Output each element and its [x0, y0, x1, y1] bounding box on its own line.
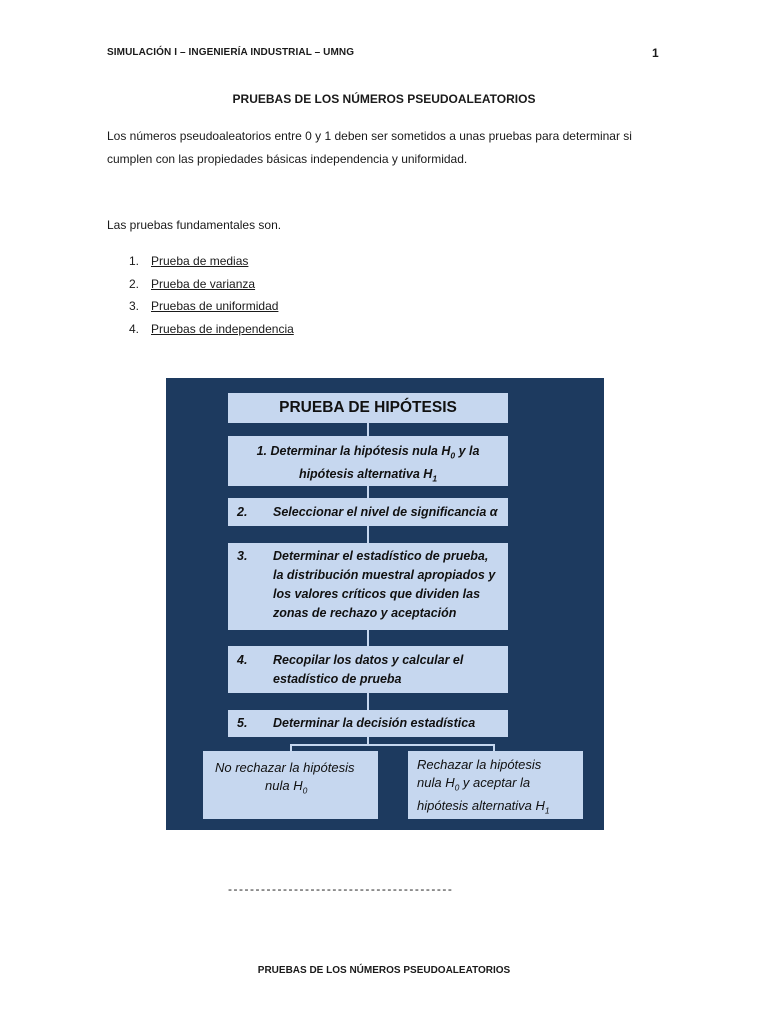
step-1-box [228, 436, 508, 486]
step-1-line-2 [228, 465, 508, 488]
step-text: Recopilar los datos y calcular el estadístico de prueba [273, 653, 464, 686]
result-right-line-3 [417, 797, 583, 820]
link-prueba-de-medias[interactable]: Prueba de medias [151, 254, 249, 268]
separator-line: ----------------------------------------- [228, 882, 454, 896]
step-1-text-c: hipótesis alternativa H [298, 466, 433, 481]
hypothesis-test-diagram [166, 378, 604, 830]
result-right-subscript-0: 0 [454, 782, 460, 793]
step-1-text-a: 1. Determinar la hipótesis nula H [256, 444, 451, 458]
result-right-text-c: hipótesis alternativa H [417, 797, 545, 813]
link-prueba-de-varianza[interactable]: Prueba de varianza [151, 276, 256, 291]
intro-paragraph: Los números pseudoaleatorios entre 0 y 1 deben ser sometidos a unas pruebas para determinar si cumplen con las propiedades básicas independencia y uniformidad. [107, 129, 632, 166]
page-footer: PRUEBAS DE LOS NÚMEROS PSEUDOALEATORIOS [257, 965, 511, 976]
diagram-title: PRUEBA DE HIPÓTESIS [228, 393, 508, 423]
step-1-text-b: y la [455, 444, 480, 458]
step-text: Determinar la decisión estadística [273, 716, 476, 730]
step-number: 3. [237, 549, 248, 563]
result-left-text: nula H [265, 778, 303, 793]
step-1-subscript-0: 0 [450, 450, 456, 461]
result-reject-box [408, 751, 583, 819]
list-lead: Las pruebas fundamentales son. [107, 218, 282, 232]
step-text: Determinar el estadístico de prueba, la distribución muestral apropiados y los valores críticos que dividen las zonas de rechazo y aceptación [273, 549, 496, 620]
result-right-line-1: Rechazar la hipótesis [417, 757, 542, 772]
list-item [129, 298, 294, 321]
result-left-line-2 [215, 777, 378, 800]
step-4-box [228, 646, 508, 693]
list-item-number: 4. [129, 321, 140, 336]
step-number: 5. [237, 716, 248, 730]
page-number: 1 [652, 46, 659, 60]
connector-line [367, 737, 369, 745]
step-2-box [228, 498, 508, 526]
link-pruebas-de-independencia[interactable]: Pruebas de independencia [151, 321, 294, 336]
list-item [129, 321, 294, 344]
step-5-box [228, 710, 508, 737]
connector-line [290, 744, 495, 746]
result-right-text-b: y aceptar la [459, 775, 531, 790]
running-header: SIMULACIÓN I – INGENIERÍA INDUSTRIAL – UMNG [107, 47, 355, 58]
result-left-subscript: 0 [302, 785, 308, 796]
page-title: PRUEBAS DE LOS NÚMEROS PSEUDOALEATORIOS [232, 92, 536, 106]
step-1-line-1 [228, 442, 508, 465]
link-pruebas-de-uniformidad[interactable]: Pruebas de uniformidad [151, 299, 279, 313]
result-right-text-a: nula H [417, 775, 455, 790]
list-item-number: 2. [129, 276, 140, 291]
tests-list [129, 253, 294, 343]
step-3-box [228, 543, 508, 630]
result-right-line-2 [417, 774, 583, 797]
step-number: 2. [237, 505, 248, 519]
result-do-not-reject-box [203, 751, 378, 819]
list-item [129, 276, 294, 299]
step-text: Seleccionar el nivel de significancia α [273, 505, 498, 519]
step-number: 4. [237, 653, 248, 667]
result-right-subscript-1: 1 [544, 805, 550, 816]
list-item-number: 1. [129, 254, 140, 268]
list-item-number: 3. [129, 299, 140, 313]
list-item [129, 253, 294, 276]
step-1-subscript-1: 1 [432, 473, 438, 483]
result-left-line-1: No rechazar la hipótesis [215, 760, 355, 775]
